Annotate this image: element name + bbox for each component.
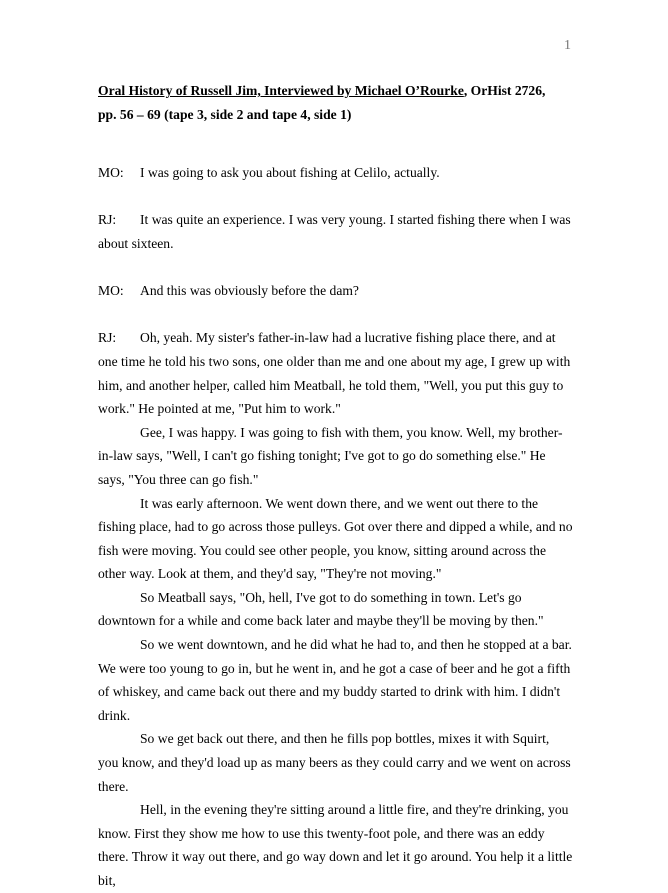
continued-paragraph: Hell, in the evening they're sitting around a little fire, and they're drinking, you know. First they show me how to use this twenty-foot pole, and there was an eddy there. Throw it way out there, and go way down and let it go around. You help it a little bit, bbox=[98, 802, 573, 888]
transcript-turn bbox=[98, 326, 573, 420]
turn-paragraph bbox=[98, 208, 573, 255]
document-title bbox=[98, 79, 573, 126]
speaker-label: RJ: bbox=[98, 212, 117, 228]
transcript-body bbox=[98, 79, 573, 893]
turn-text: And this was obviously before the dam? bbox=[140, 283, 359, 299]
turn-text: I was going to ask you about fishing at Celilo, actually. bbox=[140, 165, 440, 181]
speaker-label: MO: bbox=[98, 283, 124, 299]
page-number: 1 bbox=[564, 38, 571, 53]
continued-paragraph: So we went downtown, and he did what he had to, and then he stopped at a bar. We were too young to go in, but he went in, and he got a case of beer and he got a fifth of whiskey, and came back out there and my buddy started to drink with him. I didn't drink. bbox=[98, 637, 572, 723]
title-rest: , OrHist 2726, bbox=[463, 83, 546, 98]
title-underlined: Oral History of Russell Jim, Interviewed by Michael O’Rourke bbox=[98, 83, 464, 98]
title-line-2: pp. 56 – 69 (tape 3, side 2 and tape 4, side 1) bbox=[98, 106, 352, 122]
transcript-turn bbox=[98, 279, 573, 303]
transcript-turn bbox=[98, 208, 573, 255]
continued-paragraph: It was early afternoon. We went down there, and we went out there to the fishing place, had to go across those pulleys. Got over there and dipped a while, and no fish were moving. You could see other people, you know, sitting around across the other way. Look at them, and they'd say, "They're not moving." bbox=[98, 495, 573, 582]
speaker-label: MO: bbox=[98, 165, 124, 181]
turn-text: Oh, yeah. My sister's father-in-law had a lucrative fishing place there, and at one time he told his two sons, one older than me and one about my age, I grew up with him, and another helper, called him Meatball, he told them, "Well, you put this guy to work." He pointed at me, "Put him to work." bbox=[98, 330, 571, 417]
continued-paragraph: So we get back out there, and then he fills pop bottles, mixes it with Squirt, you know, and they'd load up as many beers as they could carry and we went on across there. bbox=[98, 731, 571, 794]
turn-paragraph bbox=[98, 326, 573, 420]
transcript-turn bbox=[98, 161, 573, 185]
speaker-label: RJ: bbox=[98, 330, 117, 346]
continued-paragraph: So Meatball says, "Oh, hell, I've got to do something in town. Let's go downtown for a while and come back later and maybe they'll be moving by then." bbox=[98, 589, 544, 629]
turn-text: It was quite an experience. I was very young. I started fishing there when I was about sixteen. bbox=[98, 212, 571, 251]
continued-paragraph: Gee, I was happy. I was going to fish with them, you know. Well, my brother-in-law says, "Well, I can't go fishing tonight; I've got to go do something else." He says, "You three can go fish." bbox=[98, 424, 563, 487]
